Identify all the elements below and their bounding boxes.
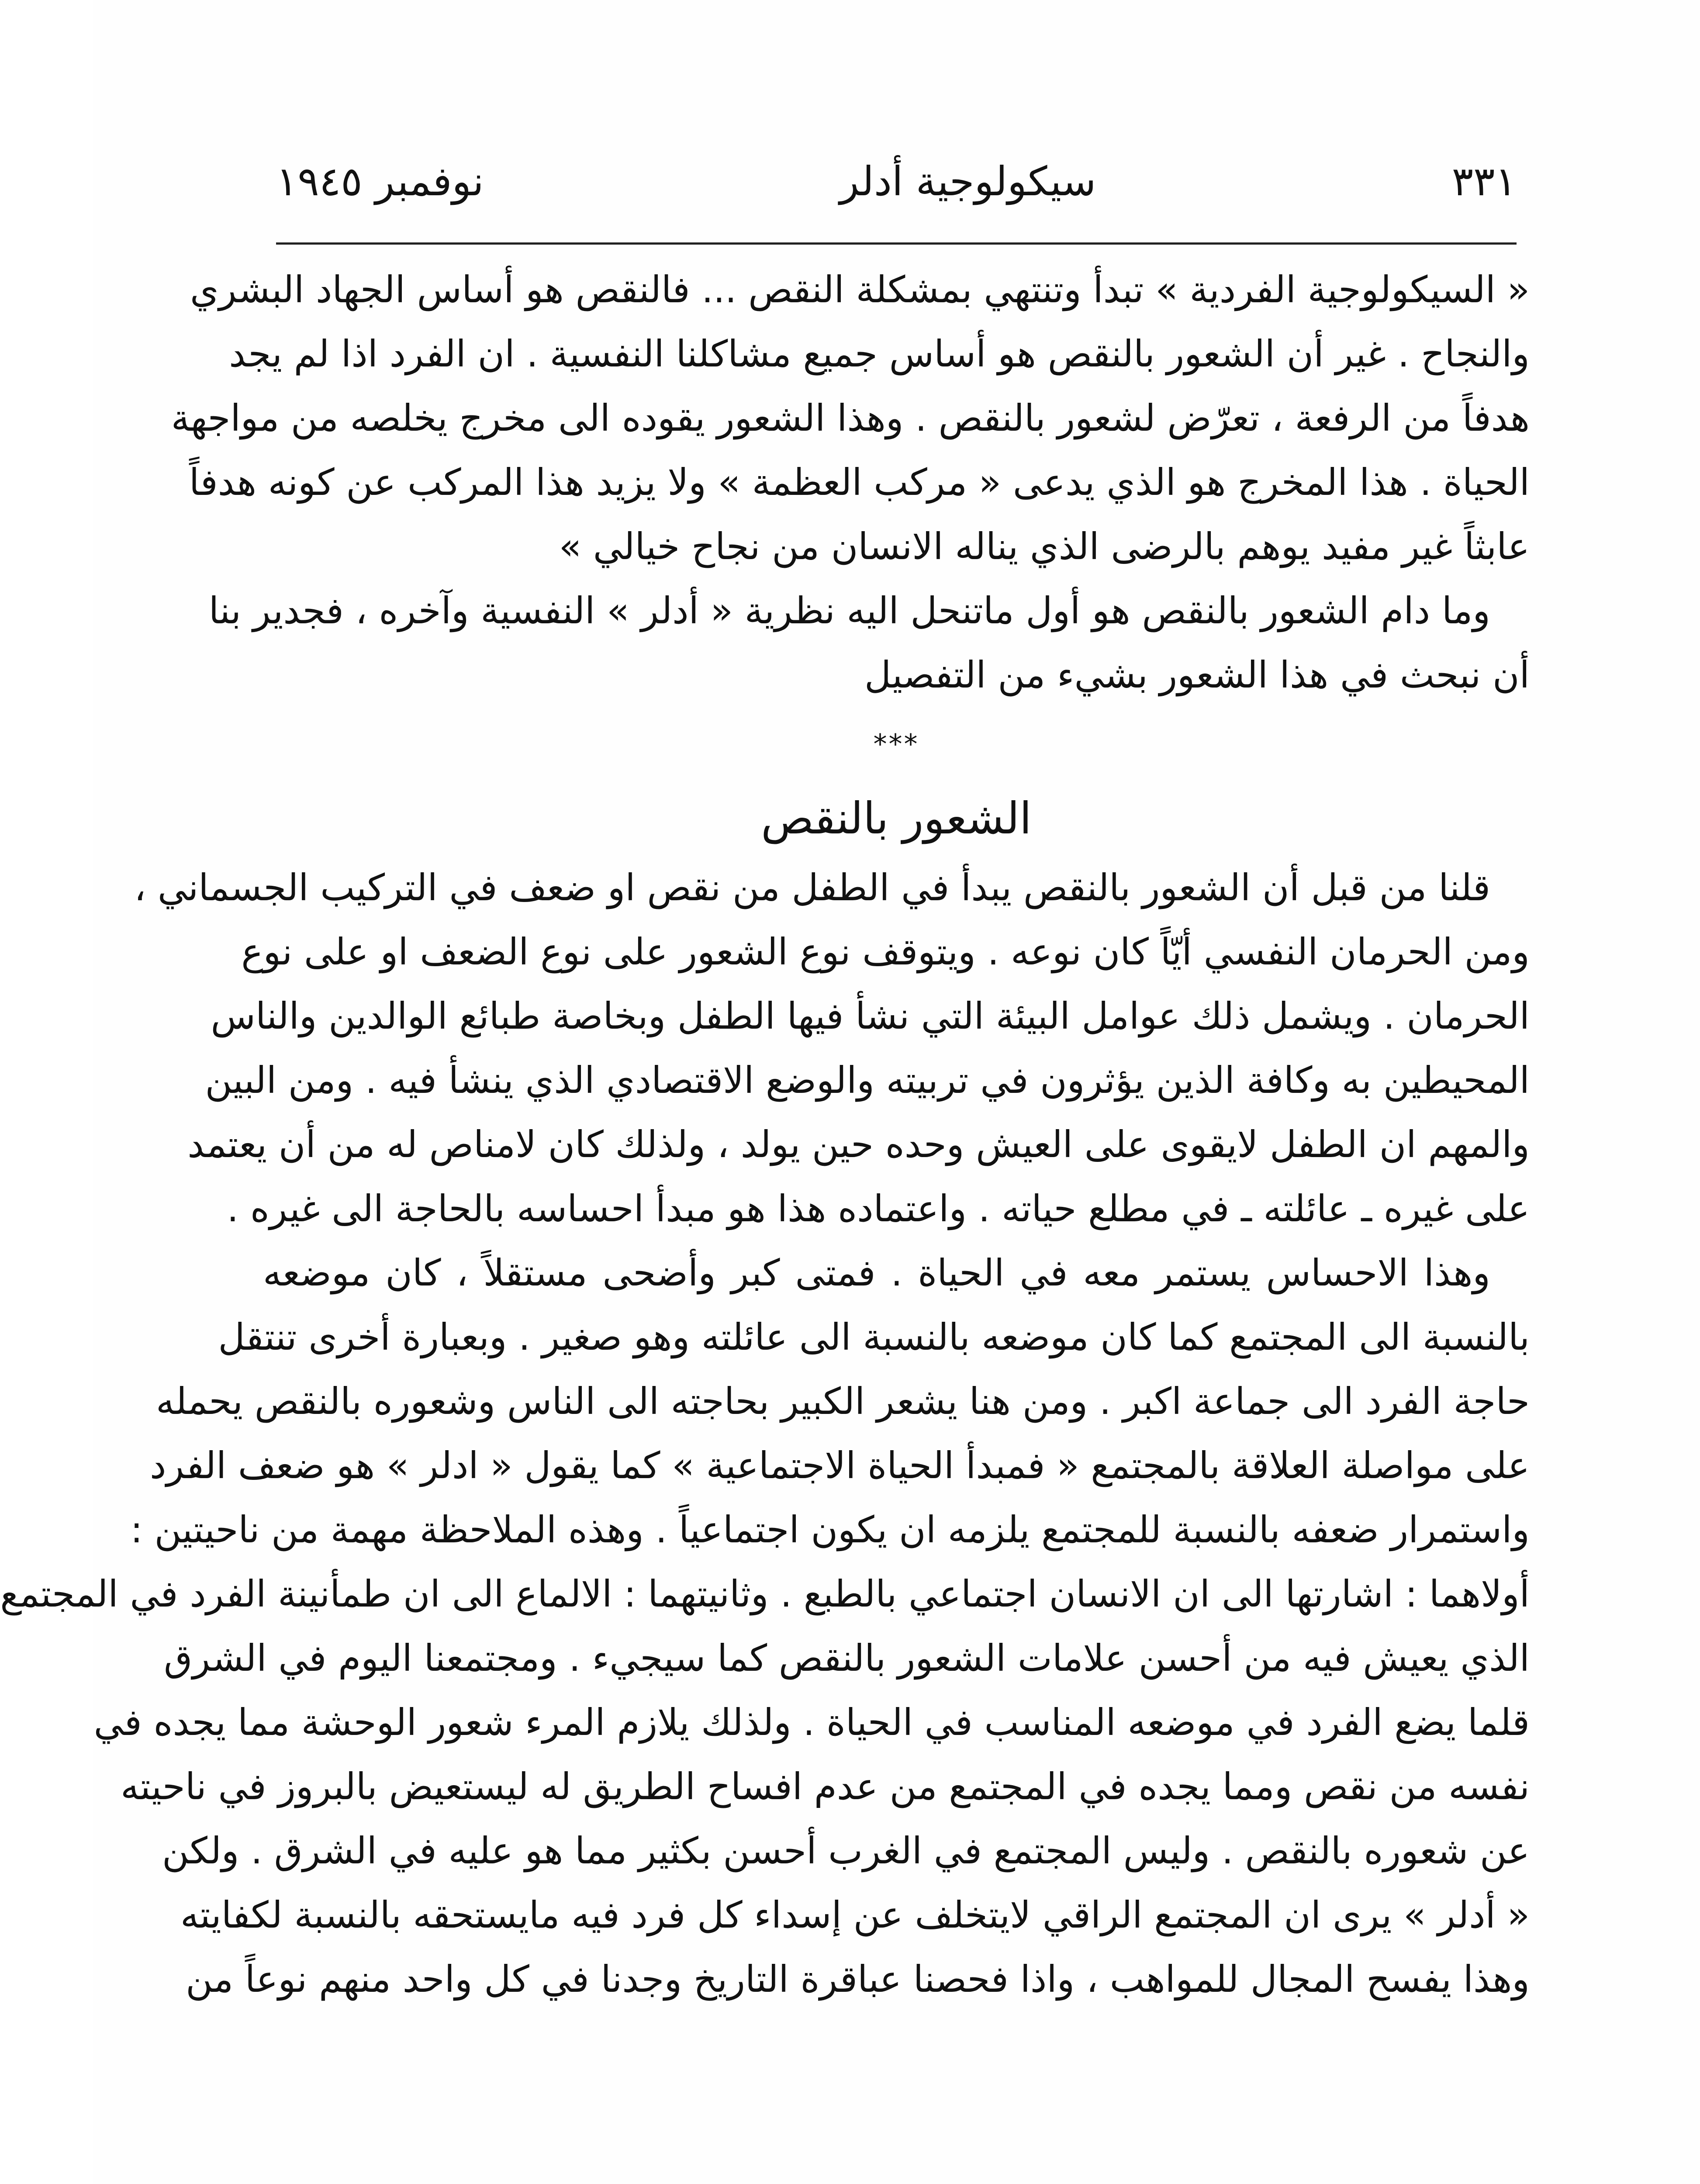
text-line: المحيطين به وكافة الذين يؤثرون في تربيته والوضع الاقتصادي الذي ينشأ فيه . ومن البين <box>205 1059 1530 1102</box>
running-header <box>276 144 1517 218</box>
text-line: حاجة الفرد الى جماعة اكبر . ومن هنا يشعر الكبير بحاجته الى الناس وشعوره بالنقص يحمله <box>156 1380 1530 1423</box>
text-line: وهذا يفسح المجال للمواهب ، واذا فحصنا عباقرة التاريخ وجدنا في كل واحد منهم نوعاً من <box>186 1958 1530 2001</box>
article-body <box>0 258 1530 2184</box>
text-line: عابثاً غير مفيد يوهم بالرضى الذي يناله الانسان من نجاح خيالي » <box>559 525 1530 568</box>
text-line: بالنسبة الى المجتمع كما كان موضعه بالنسبة الى عائلته وهو صغير . وبعبارة أخرى تنتقل <box>218 1316 1530 1358</box>
text-line: والمهم ان الطفل لايقوى على العيش وحده حين يولد ، ولذلك كان لامناص له من أن يعتمد <box>187 1123 1530 1166</box>
text-line: وهذا الاحساس يستمر معه في الحياة . فمتى كبر وأضحى مستقلاً ، كان موضعه <box>263 1251 1490 1294</box>
text-line: أولاهما : اشارتها الى ان الانسان اجتماعي بالطبع . وثانيتهما : الالماع الى ان طمأنينة الفرد في المجتمع <box>0 1572 1530 1615</box>
text-line: الحياة . هذا المخرج هو الذي يدعى « مركب العظمة » ولا يزيد هذا المركب عن كونه هدفاً <box>189 461 1530 504</box>
paragraph-2 <box>0 1241 1530 2011</box>
page-number: ٣٣١ <box>1451 158 1517 205</box>
text-line: الذي يعيش فيه من أحسن علامات الشعور بالنقص كما سيجيء . ومجتمعنا اليوم في الشرق <box>164 1637 1530 1679</box>
text-line: والنجاح . غير أن الشعور بالنقص هو أساس جميع مشاكلنا النفسية . ان الفرد اذا لم يجد <box>229 332 1530 375</box>
issue-date: نوفمبر ١٩٤٥ <box>276 158 484 205</box>
text-line: أن نبحث في هذا الشعور بشيء من التفصيل <box>864 653 1530 696</box>
transition-paragraph <box>208 579 1530 707</box>
text-line: نفسه من نقص ومما يجده في المجتمع من عدم افساح الطريق له ليستعيض بالبروز في ناحيته <box>121 1765 1530 1808</box>
text-line: ومن الحرمان النفسي أيّاً كان نوعه . ويتوقف نوع الشعور على نوع الضعف او على نوع <box>241 930 1530 973</box>
text-line: الحرمان . ويشمل ذلك عوامل البيئة التي نشأ فيها الطفل وبخاصة طبائع الوالدين والناس <box>211 995 1530 1037</box>
text-line: « السيكولوجية الفردية » تبدأ وتنتهي بمشكلة النقص ... فالنقص هو أساس الجهاد البشري <box>190 268 1530 311</box>
text-line: قلنا من قبل أن الشعور بالنقص يبدأ في الطفل من نقص او ضعف في التركيب الجسماني ، <box>134 866 1490 909</box>
text-line: « أدلر » يرى ان المجتمع الراقي لايتخلف عن إسداء كل فرد فيه مايستحقه بالنسبة لكفايته <box>180 1894 1530 1936</box>
intro-quote <box>171 258 1530 579</box>
text-line: على مواصلة العلاقة بالمجتمع « فمبدأ الحياة الاجتماعية » كما يقول « ادلر » هو ضعف الفرد <box>150 1444 1530 1487</box>
text-line: قلما يضع الفرد في موضعه المناسب في الحياة . ولذلك يلازم المرء شعور الوحشة مما يجده في <box>93 1701 1530 1744</box>
paragraph-1 <box>134 856 1530 1241</box>
journal-title: سيكولوجية أدلر <box>840 158 1096 205</box>
text-line: عن شعوره بالنقص . وليس المجتمع في الغرب أحسن بكثير مما هو عليه في الشرق . ولكن <box>162 1829 1530 1872</box>
text-line: هدفاً من الرفعة ، تعرّض لشعور بالنقص . وهذا الشعور يقوده الى مخرج يخلصه من مواجهة <box>171 397 1530 439</box>
section-separator: *** <box>873 728 919 760</box>
text-line: واستمرار ضعفه بالنسبة للمجتمع يلزمه ان يكون اجتماعياً . وهذه الملاحظة مهمة من ناحيتين : <box>130 1508 1530 1551</box>
header-rule <box>276 242 1517 245</box>
text-line: وما دام الشعور بالنقص هو أول ماتنحل اليه نظرية « أدلر » النفسية وآخره ، فجدير بنا <box>208 589 1490 632</box>
section-title: الشعور بالنقص <box>761 793 1032 844</box>
text-line: على غيره ـ عائلته ـ في مطلع حياته . واعتماده هذا هو مبدأ احساسه بالحاجة الى غيره . <box>227 1187 1530 1230</box>
